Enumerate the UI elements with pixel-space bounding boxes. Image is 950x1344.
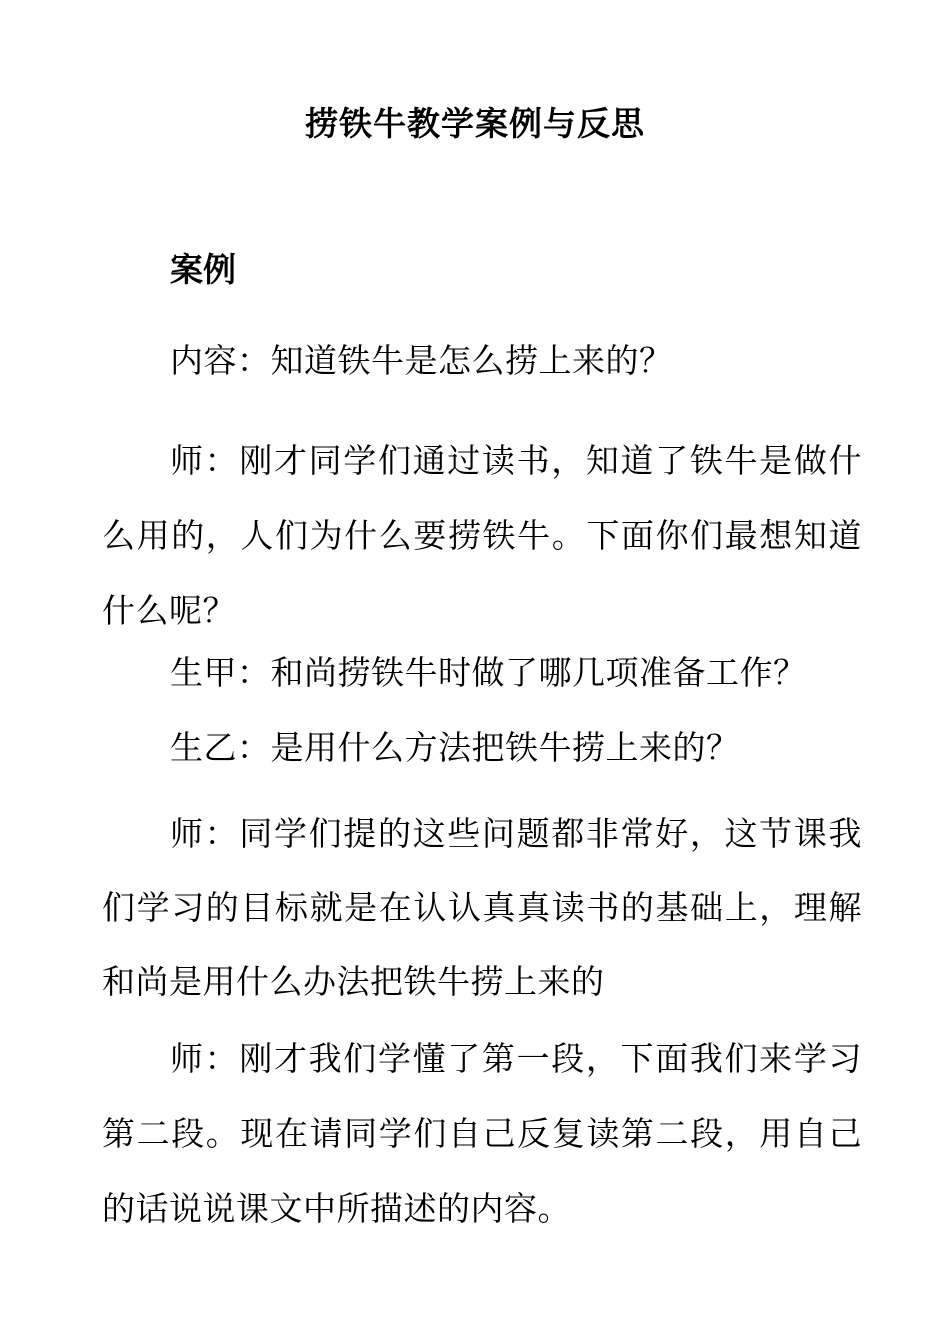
document-title: 捞铁牛教学案例与反思 xyxy=(305,104,645,143)
paragraph-teacher-task: 师：刚才我们学懂了第一段，下面我们来学习第二段。现在请同学们自己反复读第二段，用自己的话说说课文中所描述的内容。 xyxy=(102,1039,862,1228)
paragraph-teacher-intro: 师：刚才同学们通过读书，知道了铁牛是做什么用的，人们为什么要捞铁牛。下面你们最想知道什么呢？ xyxy=(102,441,862,630)
paragraph-teacher-goal: 师：同学们提的这些问题都非常好，这节课我们学习的目标就是在认认真真读书的基础上，理解和尚是用什么办法把铁牛捞上来的 xyxy=(102,814,862,1001)
paragraph-student-a: 生甲：和尚捞铁牛时做了哪几项准备工作？ xyxy=(170,653,807,692)
paragraph-content: 内容：知道铁牛是怎么捞上来的？ xyxy=(170,341,673,380)
section-heading: 案例 xyxy=(170,250,236,289)
paragraph-student-b: 生乙：是用什么方法把铁牛捞上来的？ xyxy=(170,728,740,767)
